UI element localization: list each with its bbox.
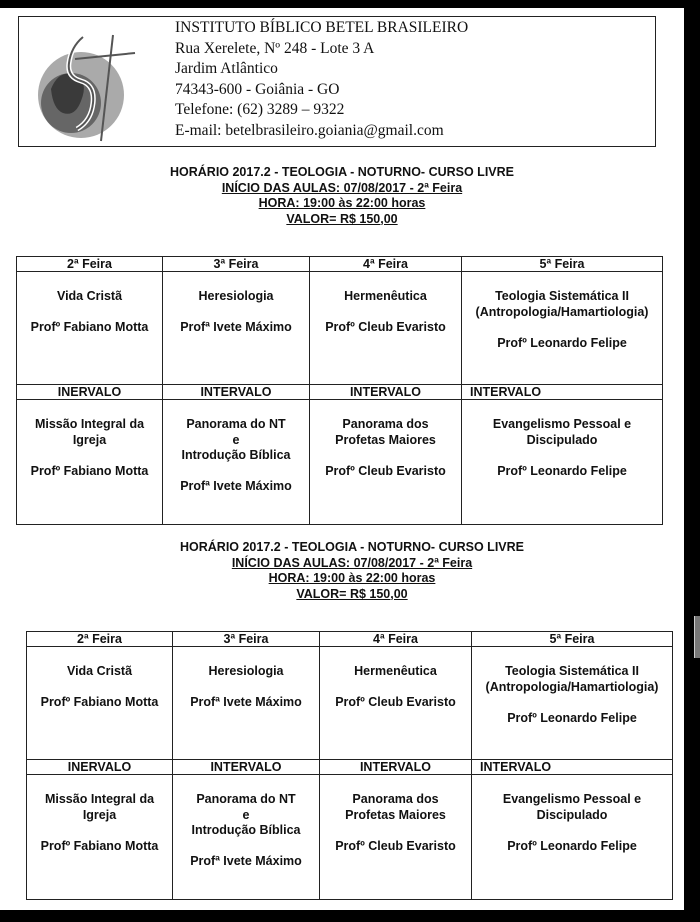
professor: Profº Leonardo Felipe bbox=[507, 710, 637, 725]
class-cell bbox=[310, 272, 462, 385]
course-name: Heresiologia bbox=[208, 664, 284, 678]
break-label: INTERVALO bbox=[310, 385, 462, 400]
course-name-line2: Discipulado bbox=[526, 432, 598, 447]
professor: Profª Ivete Máximo bbox=[180, 320, 292, 334]
class-cell bbox=[462, 272, 663, 385]
course-name-line2: Discipulado bbox=[536, 807, 608, 822]
course-name-line3: Introdução Bíblica bbox=[191, 823, 301, 837]
first-block-row bbox=[17, 272, 663, 385]
professor: Profº Fabiano Motta bbox=[40, 695, 159, 709]
break-row bbox=[27, 760, 673, 775]
professor: Profº Fabiano Motta bbox=[40, 838, 159, 853]
schedule-price: VALOR= R$ 150,00 bbox=[296, 586, 408, 601]
class-cell bbox=[173, 775, 320, 900]
day-header: 4ª Feira bbox=[310, 257, 462, 272]
break-label: INTERVALO bbox=[173, 760, 320, 775]
schedule-start: INÍCIO DAS AULAS: 07/08/2017 - 2ª Feira bbox=[221, 180, 463, 195]
class-cell bbox=[320, 775, 472, 900]
break-label: INTERVALO bbox=[163, 385, 310, 400]
day-header: 5ª Feira bbox=[472, 632, 673, 647]
course-name-line2: Igreja bbox=[72, 432, 107, 447]
day-header: 3ª Feira bbox=[173, 632, 320, 647]
course-name-line2: e bbox=[232, 432, 240, 447]
professor: Profº Leonardo Felipe bbox=[507, 838, 637, 853]
course-name: Vida Cristã bbox=[56, 289, 123, 303]
professor: Profº Cleub Evaristo bbox=[325, 463, 446, 478]
professor: Profº Cleub Evaristo bbox=[335, 838, 456, 853]
days-row bbox=[17, 257, 663, 272]
institution-info bbox=[175, 18, 468, 141]
class-cell bbox=[17, 400, 163, 525]
schedule-table bbox=[16, 256, 663, 525]
day-header: 4ª Feira bbox=[320, 632, 472, 647]
schedule-title: HORÁRIO 2017.2 - TEOLOGIA - NOTURNO- CURSO LIVRE bbox=[179, 540, 524, 554]
break-label: INERVALO bbox=[17, 385, 163, 400]
institution-phone: Telefone: (62) 3289 – 9322 bbox=[175, 101, 345, 118]
professor: Profº Leonardo Felipe bbox=[497, 335, 627, 350]
course-name: Panorama do NT bbox=[186, 417, 286, 431]
institution-district: Jardim Atlântico bbox=[175, 60, 278, 77]
break-row bbox=[17, 385, 663, 400]
page-edge-marker bbox=[694, 616, 700, 658]
class-cell bbox=[163, 400, 310, 525]
class-cell bbox=[27, 775, 173, 900]
professor: Profº Cleub Evaristo bbox=[335, 695, 456, 709]
institution-street: Rua Xerelete, Nº 248 - Lote 3 A bbox=[175, 39, 375, 57]
course-name: Missão Integral da bbox=[34, 417, 145, 431]
professor: Profº Leonardo Felipe bbox=[497, 463, 627, 478]
break-label: INTERVALO bbox=[462, 385, 663, 400]
course-name: Teologia Sistemática II bbox=[495, 289, 629, 303]
second-block-row bbox=[17, 400, 663, 525]
course-name: Hermenêutica bbox=[354, 664, 437, 678]
break-label: INTERVALO bbox=[472, 760, 673, 775]
institution-email: E-mail: betelbrasileiro.goiania@gmail.com bbox=[175, 121, 444, 139]
class-cell bbox=[17, 272, 163, 385]
second-block-row bbox=[27, 775, 673, 900]
class-cell bbox=[163, 272, 310, 385]
class-cell bbox=[173, 647, 320, 760]
course-name: Panorama dos bbox=[342, 417, 429, 431]
course-name-line2: e bbox=[242, 807, 250, 822]
course-name: Evangelismo Pessoal e bbox=[502, 792, 642, 806]
schedule-hours: HORA: 19:00 às 22:00 horas bbox=[258, 196, 426, 210]
schedule-start: INÍCIO DAS AULAS: 07/08/2017 - 2ª Feira bbox=[231, 555, 473, 570]
schedule-title: HORÁRIO 2017.2 - TEOLOGIA - NOTURNO- CURSO LIVRE bbox=[169, 165, 514, 179]
course-name-line2: (Antropologia/Hamartiologia) bbox=[485, 679, 659, 694]
schedule-price: VALOR= R$ 150,00 bbox=[286, 211, 398, 226]
document-page bbox=[0, 8, 684, 910]
schedule-heading bbox=[0, 165, 684, 227]
institution-name: INSTITUTO BÍBLICO BETEL BRASILEIRO bbox=[175, 19, 469, 36]
schedule-table bbox=[26, 631, 673, 900]
class-cell bbox=[462, 400, 663, 525]
class-cell bbox=[320, 647, 472, 760]
course-name: Teologia Sistemática II bbox=[505, 664, 639, 678]
letterhead bbox=[18, 16, 656, 147]
schedule-heading bbox=[10, 540, 694, 602]
course-name-line2: Profetas Maiores bbox=[335, 432, 436, 447]
course-name-line2: (Antropologia/Hamartiologia) bbox=[475, 304, 649, 319]
institution-city: 74343-600 - Goiânia - GO bbox=[175, 80, 340, 98]
day-header: 2ª Feira bbox=[27, 632, 173, 647]
class-cell bbox=[310, 400, 462, 525]
professor: Profª Ivete Máximo bbox=[180, 479, 292, 493]
course-name: Panorama dos bbox=[352, 792, 439, 806]
course-name: Missão Integral da bbox=[44, 792, 155, 806]
first-block-row bbox=[27, 647, 673, 760]
course-name: Evangelismo Pessoal e bbox=[492, 417, 632, 431]
schedule-hours: HORA: 19:00 às 22:00 horas bbox=[268, 571, 436, 585]
course-name-line2: Igreja bbox=[82, 807, 117, 822]
day-header: 5ª Feira bbox=[462, 257, 663, 272]
class-cell bbox=[472, 775, 673, 900]
course-name-line2: Profetas Maiores bbox=[345, 807, 446, 822]
professor: Profº Cleub Evaristo bbox=[325, 320, 446, 334]
day-header: 3ª Feira bbox=[163, 257, 310, 272]
class-cell bbox=[27, 647, 173, 760]
break-label: INERVALO bbox=[27, 760, 173, 775]
course-name: Vida Cristã bbox=[66, 664, 133, 678]
class-cell bbox=[472, 647, 673, 760]
professor: Profº Fabiano Motta bbox=[30, 463, 149, 478]
break-label: INTERVALO bbox=[320, 760, 472, 775]
professor: Profº Fabiano Motta bbox=[30, 320, 149, 334]
professor: Profª Ivete Máximo bbox=[190, 695, 302, 709]
course-name: Hermenêutica bbox=[344, 289, 427, 303]
professor: Profª Ivete Máximo bbox=[190, 854, 302, 868]
days-row bbox=[27, 632, 673, 647]
day-header: 2ª Feira bbox=[17, 257, 163, 272]
course-name: Panorama do NT bbox=[196, 792, 296, 806]
course-name: Heresiologia bbox=[198, 289, 274, 303]
betel-logo-icon bbox=[23, 29, 173, 144]
course-name-line3: Introdução Bíblica bbox=[181, 448, 291, 462]
